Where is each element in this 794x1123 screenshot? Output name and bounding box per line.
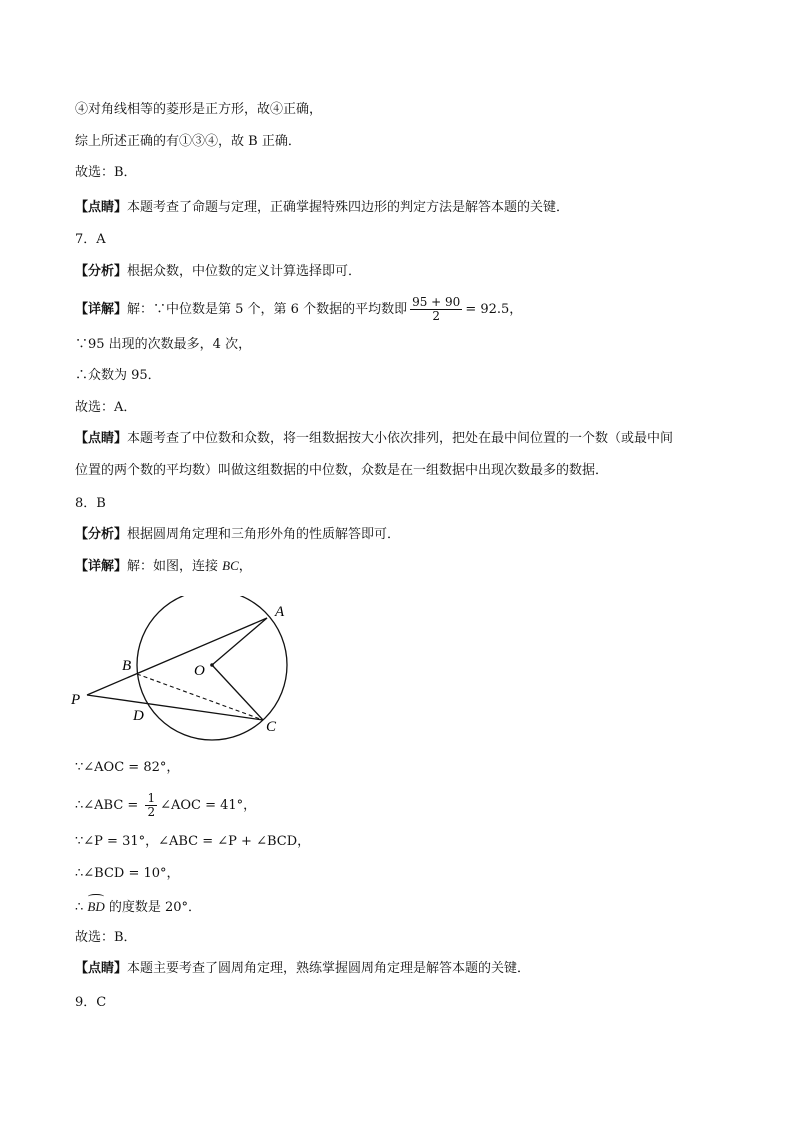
arc-label-text: BD (87, 899, 105, 914)
text-line-1 (75, 100, 322, 120)
line-text: 故选：B． (75, 930, 137, 945)
segment-label: BC (222, 558, 239, 573)
line-text: ④对角线相等的菱形是正方形，故④正确， (75, 102, 323, 117)
section-tag: 【分析】 (75, 264, 128, 279)
line-text: ∵∠AOC = 82°， (75, 760, 180, 775)
radius-OC (212, 665, 263, 720)
line-text: 本题考查了命题与定理，正确掌握特殊四边形的判定方法是解答本题的关键． (127, 200, 570, 215)
section-tag: 【详解】 (75, 302, 128, 317)
line-text: 解：∵中位数是第 5 个，第 6 个数据的平均数即 (127, 302, 408, 317)
text-line-18 (75, 832, 310, 852)
text-line-17 (75, 792, 256, 819)
line-text: 解：如图，连接 (127, 559, 223, 574)
text-line-20 (75, 897, 201, 918)
line-text: 根据众数，中位数的定义计算选择即可． (127, 264, 362, 279)
fraction-denominator: 2 (432, 309, 441, 323)
circle-geometry-figure (65, 596, 305, 751)
text-line-2 (75, 132, 301, 152)
fraction (145, 792, 157, 819)
label-P: P (71, 692, 81, 708)
fraction (410, 296, 462, 323)
center-point-O (210, 663, 214, 667)
line-text: ∵∠P = 31°，∠ABC = ∠P + ∠BCD， (75, 834, 311, 849)
label-D: D (133, 708, 144, 724)
line-text: ， (238, 559, 252, 574)
question-number-7 (75, 230, 106, 250)
text-line-4 (75, 198, 569, 218)
section-tag: 【点睛】 (75, 431, 128, 446)
line-text: 故选：A． (75, 400, 137, 415)
line-text: 本题考查了中位数和众数，将一组数据按大小依次排列，把处在最中间位置的一个数（或最中间 (127, 431, 674, 446)
line-PA (87, 618, 267, 695)
line-text: ∴众数为 95． (75, 368, 161, 383)
circle (137, 596, 287, 740)
text-line-3 (75, 163, 137, 183)
fraction-denominator: 2 (147, 805, 156, 819)
line-text: 8．B (75, 496, 106, 511)
text-line-19 (75, 864, 180, 884)
question-number-8 (75, 494, 106, 514)
line-text: ∴∠BCD = 10°， (75, 866, 180, 881)
line-text: 根据圆周角定理和三角形外角的性质解答即可． (127, 527, 401, 542)
text-line-14 (75, 525, 400, 545)
text-line-21 (75, 928, 137, 948)
line-text: ∴ (75, 900, 88, 915)
line-text: 本题主要考查了圆周角定理，熟练掌握圆周角定理是解答本题的关键． (127, 961, 531, 976)
text-line-7 (75, 296, 522, 323)
line-text: 的度数是 20°． (104, 900, 202, 915)
section-tag: 【点睛】 (75, 200, 128, 215)
label-O: O (194, 663, 205, 679)
line-text: ∵95 出现的次数最多，4 次， (75, 337, 252, 352)
line-text: ∠AOC = 41°， (160, 798, 257, 813)
fraction-numerator: 1 (147, 791, 156, 805)
radius-OA (212, 618, 267, 665)
arc-label (87, 897, 104, 917)
line-text: = 92.5， (465, 302, 523, 317)
line-text: 综上所述正确的有①③④，故 B 正确． (75, 134, 301, 149)
fraction-numerator: 95 + 90 (412, 295, 461, 309)
label-C: C (266, 719, 277, 735)
label-B: B (122, 658, 132, 674)
text-line-12 (75, 461, 608, 481)
label-A: A (275, 604, 285, 620)
text-line-15 (75, 556, 252, 577)
arc-mark-icon (88, 894, 103, 899)
line-PC (87, 695, 263, 720)
section-tag: 【点睛】 (75, 961, 128, 976)
text-line-16 (75, 758, 179, 778)
line-text: 9．C (75, 995, 107, 1010)
line-text: ∴∠ABC = (75, 798, 143, 813)
question-number-9 (75, 993, 106, 1013)
line-text: 故选：B． (75, 165, 137, 180)
text-line-6 (75, 262, 361, 282)
line-text: 位置的两个数的平均数）叫做这组数据的中位数，众数是在一组数据中出现次数最多的数据． (75, 463, 609, 478)
line-text: 7．A (75, 232, 106, 247)
text-line-10 (75, 398, 136, 418)
text-line-8 (75, 335, 251, 355)
dashed-line-BC (137, 674, 263, 720)
text-line-22 (75, 959, 530, 979)
section-tag: 【分析】 (75, 527, 128, 542)
text-line-9 (75, 366, 161, 386)
section-tag: 【详解】 (75, 559, 128, 574)
text-line-11 (75, 429, 673, 449)
